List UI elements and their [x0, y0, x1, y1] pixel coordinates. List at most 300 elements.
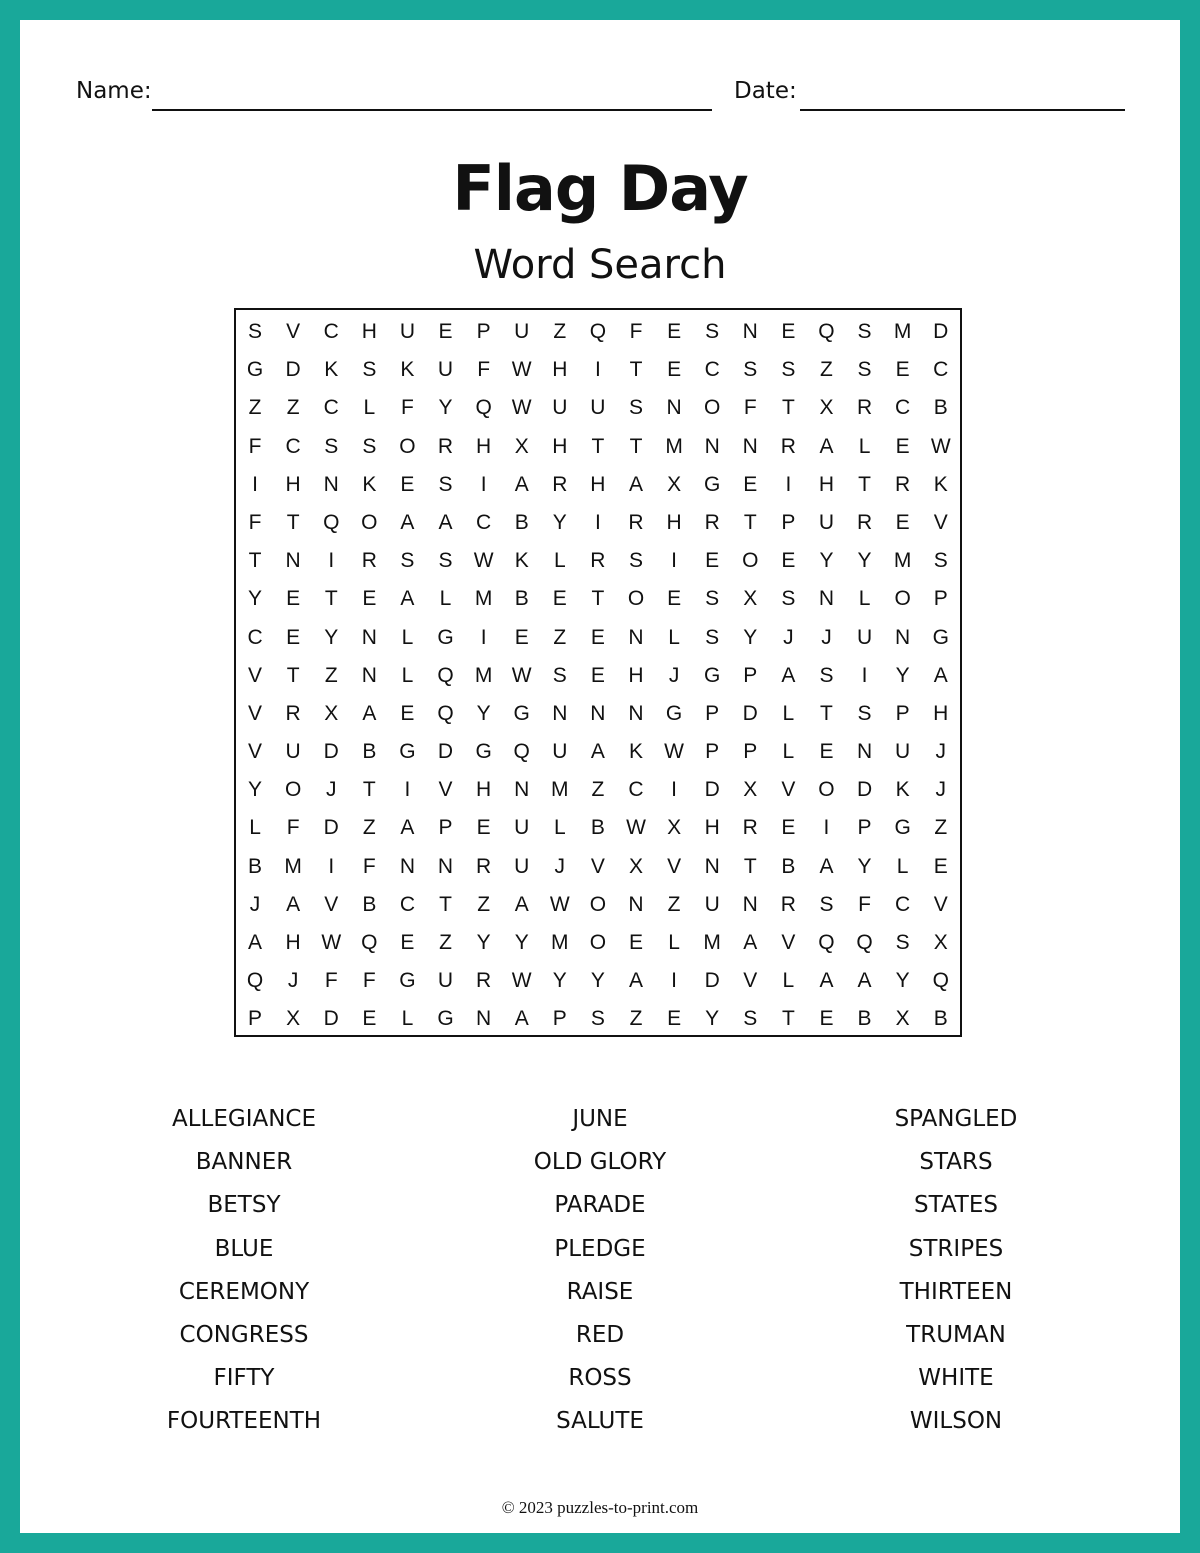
grid-letter[interactable]: L	[401, 625, 414, 649]
grid-letter[interactable]: T	[629, 434, 643, 458]
grid-letter[interactable]: S	[933, 549, 948, 573]
grid-letter[interactable]: S	[590, 1007, 605, 1031]
grid-letter[interactable]: V	[781, 778, 796, 802]
grid-letter[interactable]: W	[321, 931, 342, 954]
grid-letter[interactable]: A	[400, 510, 415, 534]
grid-letter[interactable]: T	[439, 892, 452, 916]
grid-letter[interactable]: I	[480, 625, 487, 649]
grid-letter[interactable]: E	[895, 358, 910, 382]
grid-letter[interactable]: S	[781, 587, 796, 611]
grid-letter[interactable]: K	[628, 740, 643, 764]
grid-letter[interactable]: E	[667, 587, 682, 611]
grid-letter[interactable]: K	[933, 472, 948, 496]
grid-letter[interactable]: V	[667, 854, 682, 878]
date-field-line[interactable]	[800, 109, 1125, 111]
grid-letter[interactable]: A	[743, 931, 758, 954]
grid-letter[interactable]: C	[323, 320, 339, 343]
grid-letter[interactable]: L	[668, 931, 680, 954]
grid-letter[interactable]: A	[628, 969, 643, 993]
grid-letter[interactable]: G	[704, 472, 721, 496]
grid-letter[interactable]: R	[780, 434, 796, 458]
grid-letter[interactable]: A	[819, 969, 834, 993]
grid-letter[interactable]: S	[781, 358, 796, 382]
grid-letter[interactable]: T	[743, 854, 757, 878]
grid-letter[interactable]: Y	[476, 931, 491, 954]
grid-letter[interactable]: Q	[323, 510, 340, 534]
grid-letter[interactable]: N	[514, 778, 530, 802]
grid-letter[interactable]: Q	[437, 701, 454, 725]
grid-letter[interactable]: V	[286, 320, 301, 343]
grid-letter[interactable]: H	[628, 663, 644, 687]
grid-letter[interactable]: U	[895, 740, 911, 764]
grid-letter[interactable]: K	[895, 778, 910, 802]
grid-letter[interactable]: N	[628, 701, 644, 725]
grid-letter[interactable]: D	[323, 816, 339, 840]
grid-letter[interactable]: N	[742, 434, 758, 458]
grid-letter[interactable]: T	[781, 396, 795, 420]
grid-letter[interactable]: D	[856, 778, 873, 802]
grid-letter[interactable]: J	[821, 625, 832, 649]
grid-letter[interactable]: Q	[932, 969, 949, 993]
grid-letter[interactable]: L	[858, 434, 871, 458]
grid-letter[interactable]: E	[933, 854, 948, 878]
grid-letter[interactable]: I	[404, 778, 411, 802]
grid-letter[interactable]: E	[705, 549, 720, 573]
grid-letter[interactable]: P	[857, 816, 872, 840]
grid-letter[interactable]: I	[480, 472, 487, 496]
grid-letter[interactable]: M	[665, 434, 683, 458]
grid-letter[interactable]: A	[514, 472, 529, 496]
grid-letter[interactable]: M	[551, 931, 569, 954]
grid-letter[interactable]: F	[324, 969, 338, 993]
grid-letter[interactable]: U	[514, 320, 530, 343]
grid-letter[interactable]: N	[742, 320, 758, 343]
grid-letter[interactable]: M	[703, 931, 721, 954]
grid-letter[interactable]: S	[324, 434, 339, 458]
grid-letter[interactable]: T	[286, 510, 300, 534]
grid-letter[interactable]: H	[666, 510, 682, 534]
grid-letter[interactable]: S	[857, 320, 872, 343]
grid-letter[interactable]: M	[893, 320, 912, 343]
grid-letter[interactable]: I	[671, 778, 677, 802]
grid-letter[interactable]: G	[704, 663, 721, 687]
grid-letter[interactable]: S	[895, 931, 910, 954]
grid-letter[interactable]: B	[933, 1007, 948, 1031]
grid-letter[interactable]: V	[248, 663, 263, 687]
grid-letter[interactable]: R	[704, 510, 720, 534]
grid-letter[interactable]: F	[477, 358, 491, 382]
grid-letter[interactable]: T	[248, 549, 262, 573]
grid-letter[interactable]: T	[781, 1007, 795, 1031]
grid-letter[interactable]: O	[361, 510, 378, 534]
grid-letter[interactable]: S	[628, 396, 643, 420]
grid-letter[interactable]: U	[818, 510, 835, 534]
grid-letter[interactable]: U	[437, 358, 454, 382]
grid-letter[interactable]: F	[401, 396, 414, 420]
grid-letter[interactable]: Z	[591, 778, 605, 802]
grid-letter[interactable]: X	[324, 701, 339, 725]
grid-letter[interactable]: V	[438, 778, 453, 802]
grid-letter[interactable]: E	[400, 472, 415, 496]
grid-letter[interactable]: A	[857, 969, 872, 993]
grid-letter[interactable]: F	[743, 396, 757, 420]
grid-letter[interactable]: E	[667, 1007, 682, 1031]
grid-letter[interactable]: E	[590, 625, 605, 649]
grid-letter[interactable]: A	[362, 701, 377, 725]
grid-letter[interactable]: X	[743, 587, 758, 611]
grid-letter[interactable]: H	[285, 472, 301, 496]
grid-letter[interactable]: E	[286, 587, 301, 611]
grid-letter[interactable]: A	[590, 740, 605, 764]
grid-letter[interactable]: E	[628, 931, 643, 954]
grid-letter[interactable]: S	[705, 320, 720, 343]
grid-letter[interactable]: U	[437, 969, 454, 993]
grid-letter[interactable]: Z	[667, 892, 681, 916]
grid-letter[interactable]: C	[285, 434, 301, 458]
grid-letter[interactable]: U	[399, 320, 415, 343]
grid-letter[interactable]: P	[476, 320, 491, 343]
grid-letter[interactable]: W	[511, 663, 532, 687]
grid-letter[interactable]: O	[742, 549, 759, 573]
grid-letter[interactable]: L	[401, 663, 414, 687]
grid-letter[interactable]: W	[930, 434, 951, 458]
grid-letter[interactable]: U	[552, 396, 568, 420]
grid-letter[interactable]: N	[323, 472, 339, 496]
grid-letter[interactable]: R	[476, 969, 492, 993]
grid-letter[interactable]: D	[323, 1007, 339, 1031]
grid-letter[interactable]: E	[286, 625, 301, 649]
grid-letter[interactable]: Y	[438, 396, 453, 420]
grid-letter[interactable]: L	[363, 396, 376, 420]
grid-letter[interactable]: M	[474, 663, 493, 687]
grid-letter[interactable]: R	[552, 472, 568, 496]
grid-letter[interactable]: P	[781, 510, 796, 534]
grid-letter[interactable]: X	[667, 816, 682, 840]
grid-letter[interactable]: W	[549, 892, 570, 916]
grid-letter[interactable]: B	[590, 816, 605, 840]
grid-letter[interactable]: W	[473, 549, 494, 573]
grid-letter[interactable]: H	[590, 472, 606, 496]
grid-letter[interactable]: L	[668, 625, 680, 649]
grid-letter[interactable]: T	[324, 587, 338, 611]
grid-letter[interactable]: O	[589, 892, 607, 916]
grid-letter[interactable]: U	[552, 740, 568, 764]
grid-letter[interactable]: S	[400, 549, 415, 573]
grid-letter[interactable]: U	[590, 396, 606, 420]
grid-letter[interactable]: J	[935, 778, 946, 802]
grid-letter[interactable]: Z	[477, 892, 491, 916]
grid-letter[interactable]: S	[857, 358, 872, 382]
grid-letter[interactable]: E	[781, 816, 796, 840]
grid-letter[interactable]: I	[785, 472, 792, 496]
grid-letter[interactable]: O	[284, 778, 302, 802]
grid-letter[interactable]: L	[249, 816, 261, 840]
grid-letter[interactable]: J	[554, 854, 566, 878]
grid-letter[interactable]: H	[552, 434, 568, 458]
grid-letter[interactable]: R	[780, 892, 796, 916]
grid-letter[interactable]: H	[704, 816, 720, 840]
grid-letter[interactable]: E	[819, 740, 834, 764]
grid-letter[interactable]: Q	[246, 969, 264, 993]
grid-letter[interactable]: Y	[857, 549, 872, 573]
grid-letter[interactable]: Q	[818, 931, 835, 954]
grid-letter[interactable]: Z	[553, 625, 567, 649]
grid-letter[interactable]: U	[285, 740, 301, 764]
grid-letter[interactable]: D	[437, 740, 454, 764]
grid-letter[interactable]: X	[819, 396, 834, 420]
grid-letter[interactable]: A	[400, 587, 415, 611]
grid-letter[interactable]: Y	[705, 1007, 720, 1031]
grid-letter[interactable]: Z	[934, 816, 948, 840]
grid-letter[interactable]: T	[286, 663, 300, 687]
grid-letter[interactable]: F	[362, 854, 376, 878]
grid-letter[interactable]: M	[284, 854, 302, 878]
grid-letter[interactable]: T	[858, 472, 871, 496]
grid-letter[interactable]: Y	[552, 969, 567, 993]
grid-letter[interactable]: Y	[552, 510, 567, 534]
grid-letter[interactable]: Q	[513, 740, 530, 764]
grid-letter[interactable]: K	[324, 358, 339, 382]
grid-letter[interactable]: O	[818, 778, 835, 802]
grid-letter[interactable]: I	[252, 472, 258, 496]
grid-letter[interactable]: T	[820, 701, 833, 725]
grid-letter[interactable]: B	[933, 396, 948, 420]
grid-letter[interactable]: G	[475, 740, 492, 764]
grid-letter[interactable]: Q	[437, 663, 454, 687]
grid-letter[interactable]: N	[856, 740, 873, 764]
grid-letter[interactable]: S	[552, 663, 567, 687]
grid-letter[interactable]: R	[628, 510, 644, 534]
grid-letter[interactable]: T	[362, 778, 376, 802]
grid-letter[interactable]: C	[628, 778, 644, 802]
grid-letter[interactable]: W	[511, 358, 532, 382]
grid-letter[interactable]: N	[818, 587, 835, 611]
grid-letter[interactable]: T	[743, 510, 757, 534]
grid-letter[interactable]: D	[704, 778, 720, 802]
grid-letter[interactable]: F	[858, 892, 871, 916]
grid-letter[interactable]: L	[401, 1007, 414, 1031]
grid-letter[interactable]: M	[893, 549, 912, 573]
grid-letter[interactable]: Q	[361, 931, 378, 954]
grid-letter[interactable]: H	[476, 778, 492, 802]
grid-letter[interactable]: H	[285, 931, 301, 954]
grid-letter[interactable]: B	[514, 587, 529, 611]
grid-letter[interactable]: C	[399, 892, 415, 916]
grid-letter[interactable]: P	[933, 587, 948, 611]
grid-letter[interactable]: V	[933, 510, 948, 534]
grid-letter[interactable]: S	[705, 625, 720, 649]
grid-letter[interactable]: I	[861, 663, 868, 687]
grid-letter[interactable]: A	[933, 663, 948, 687]
grid-letter[interactable]: Y	[819, 549, 834, 573]
grid-letter[interactable]: M	[474, 587, 493, 611]
grid-letter[interactable]: S	[438, 472, 453, 496]
grid-letter[interactable]: O	[399, 434, 416, 458]
grid-letter[interactable]: Y	[248, 587, 263, 611]
grid-letter[interactable]: Z	[324, 663, 338, 687]
grid-letter[interactable]: L	[553, 816, 566, 840]
grid-letter[interactable]: W	[511, 969, 532, 993]
grid-letter[interactable]: X	[628, 854, 643, 878]
grid-letter[interactable]: S	[857, 701, 872, 725]
grid-letter[interactable]: G	[513, 701, 530, 725]
grid-letter[interactable]: S	[819, 663, 834, 687]
grid-letter[interactable]: E	[400, 701, 415, 725]
grid-letter[interactable]: Q	[818, 320, 835, 343]
grid-letter[interactable]: J	[783, 625, 794, 649]
name-field-line[interactable]	[152, 109, 712, 111]
grid-letter[interactable]: L	[858, 587, 871, 611]
grid-letter[interactable]: N	[552, 701, 568, 725]
grid-letter[interactable]: Z	[820, 358, 833, 382]
grid-letter[interactable]: N	[285, 549, 301, 573]
grid-letter[interactable]: X	[514, 434, 529, 458]
grid-letter[interactable]: H	[933, 701, 949, 725]
grid-letter[interactable]: J	[287, 969, 299, 993]
grid-letter[interactable]: M	[551, 778, 569, 802]
grid-letter[interactable]: B	[781, 854, 796, 878]
grid-letter[interactable]: A	[514, 892, 529, 916]
grid-letter[interactable]: A	[819, 854, 834, 878]
grid-letter[interactable]: E	[781, 549, 796, 573]
grid-letter[interactable]: E	[552, 587, 567, 611]
grid-letter[interactable]: B	[362, 892, 377, 916]
grid-letter[interactable]: B	[857, 1007, 872, 1031]
grid-letter[interactable]: Z	[248, 396, 262, 420]
grid-letter[interactable]: U	[704, 892, 720, 916]
grid-letter[interactable]: R	[895, 472, 911, 496]
grid-letter[interactable]: C	[895, 892, 911, 916]
grid-letter[interactable]: Q	[475, 396, 492, 420]
grid-letter[interactable]: N	[476, 1007, 492, 1031]
grid-letter[interactable]: V	[248, 740, 263, 764]
grid-letter[interactable]: O	[704, 396, 721, 420]
grid-letter[interactable]: E	[667, 320, 682, 343]
grid-letter[interactable]: U	[514, 854, 530, 878]
grid-letter[interactable]: L	[782, 969, 795, 993]
grid-letter[interactable]: A	[400, 816, 415, 840]
grid-letter[interactable]: A	[248, 931, 263, 954]
grid-letter[interactable]: N	[361, 663, 377, 687]
grid-letter[interactable]: C	[323, 396, 339, 420]
grid-letter[interactable]: V	[933, 892, 948, 916]
grid-letter[interactable]: H	[476, 434, 492, 458]
grid-letter[interactable]: K	[514, 549, 529, 573]
grid-letter[interactable]: N	[628, 892, 644, 916]
grid-letter[interactable]: V	[590, 854, 605, 878]
grid-letter[interactable]: C	[933, 358, 949, 382]
grid-letter[interactable]: I	[671, 549, 677, 573]
grid-letter[interactable]: N	[437, 854, 454, 878]
grid-letter[interactable]: N	[895, 625, 911, 649]
grid-letter[interactable]: C	[476, 510, 492, 534]
grid-letter[interactable]: V	[248, 701, 263, 725]
grid-letter[interactable]: O	[589, 931, 607, 954]
grid-letter[interactable]: N	[361, 625, 377, 649]
grid-letter[interactable]: D	[323, 740, 339, 764]
grid-letter[interactable]: Y	[895, 663, 910, 687]
grid-letter[interactable]: U	[514, 816, 530, 840]
grid-letter[interactable]: T	[591, 434, 605, 458]
grid-letter[interactable]: P	[705, 740, 720, 764]
grid-letter[interactable]: Z	[629, 1007, 643, 1031]
grid-letter[interactable]: Y	[895, 969, 910, 993]
grid-letter[interactable]: I	[671, 969, 677, 993]
grid-letter[interactable]: S	[362, 358, 377, 382]
grid-letter[interactable]: W	[664, 740, 684, 764]
grid-letter[interactable]: O	[627, 587, 645, 611]
grid-letter[interactable]: A	[438, 510, 453, 534]
grid-letter[interactable]: N	[704, 854, 720, 878]
grid-letter[interactable]: R	[285, 701, 301, 725]
grid-letter[interactable]: N	[704, 434, 720, 458]
grid-letter[interactable]: S	[743, 358, 758, 382]
grid-letter[interactable]: R	[476, 854, 492, 878]
grid-letter[interactable]: Y	[476, 701, 491, 725]
grid-letter[interactable]: R	[437, 434, 454, 458]
grid-letter[interactable]: S	[248, 320, 263, 343]
grid-letter[interactable]: F	[286, 816, 300, 840]
grid-letter[interactable]: P	[248, 1007, 263, 1031]
grid-letter[interactable]: N	[666, 396, 682, 420]
grid-letter[interactable]: V	[743, 969, 758, 993]
grid-letter[interactable]: Q	[856, 931, 873, 954]
grid-letter[interactable]: O	[894, 587, 911, 611]
grid-letter[interactable]: Y	[857, 854, 872, 878]
grid-letter[interactable]: Y	[514, 931, 529, 954]
grid-letter[interactable]: S	[362, 434, 377, 458]
grid-letter[interactable]: Z	[286, 396, 300, 420]
grid-letter[interactable]: L	[553, 549, 566, 573]
grid-letter[interactable]: D	[742, 701, 758, 725]
grid-letter[interactable]: G	[437, 1007, 454, 1031]
grid-letter[interactable]: R	[856, 510, 873, 534]
grid-letter[interactable]: V	[324, 892, 339, 916]
grid-letter[interactable]: X	[286, 1007, 301, 1031]
grid-letter[interactable]: I	[823, 816, 830, 840]
grid-letter[interactable]: K	[362, 472, 377, 496]
grid-letter[interactable]: H	[552, 358, 568, 382]
grid-letter[interactable]: Z	[553, 320, 567, 343]
grid-letter[interactable]: D	[285, 358, 301, 382]
grid-letter[interactable]: J	[668, 663, 680, 687]
grid-letter[interactable]: E	[514, 625, 529, 649]
grid-letter[interactable]: E	[400, 931, 415, 954]
grid-letter[interactable]: F	[248, 434, 262, 458]
grid-letter[interactable]: G	[665, 701, 683, 725]
grid-letter[interactable]: J	[325, 778, 337, 802]
grid-letter[interactable]: D	[933, 320, 949, 343]
grid-letter[interactable]: S	[628, 549, 643, 573]
grid-letter[interactable]: E	[895, 434, 910, 458]
grid-letter[interactable]: L	[439, 587, 452, 611]
grid-letter[interactable]: N	[590, 701, 606, 725]
grid-letter[interactable]: L	[782, 701, 795, 725]
grid-letter[interactable]: P	[743, 740, 758, 764]
grid-letter[interactable]: P	[438, 816, 453, 840]
grid-letter[interactable]: E	[819, 1007, 834, 1031]
grid-letter[interactable]: D	[704, 969, 720, 993]
grid-letter[interactable]: R	[361, 549, 377, 573]
grid-letter[interactable]: G	[399, 969, 416, 993]
grid-letter[interactable]: Y	[324, 625, 339, 649]
grid-letter[interactable]: J	[249, 892, 261, 916]
grid-letter[interactable]: N	[742, 892, 758, 916]
grid-letter[interactable]: E	[743, 472, 758, 496]
grid-letter[interactable]: T	[591, 587, 605, 611]
grid-letter[interactable]: E	[781, 320, 796, 343]
grid-letter[interactable]: W	[511, 396, 532, 420]
